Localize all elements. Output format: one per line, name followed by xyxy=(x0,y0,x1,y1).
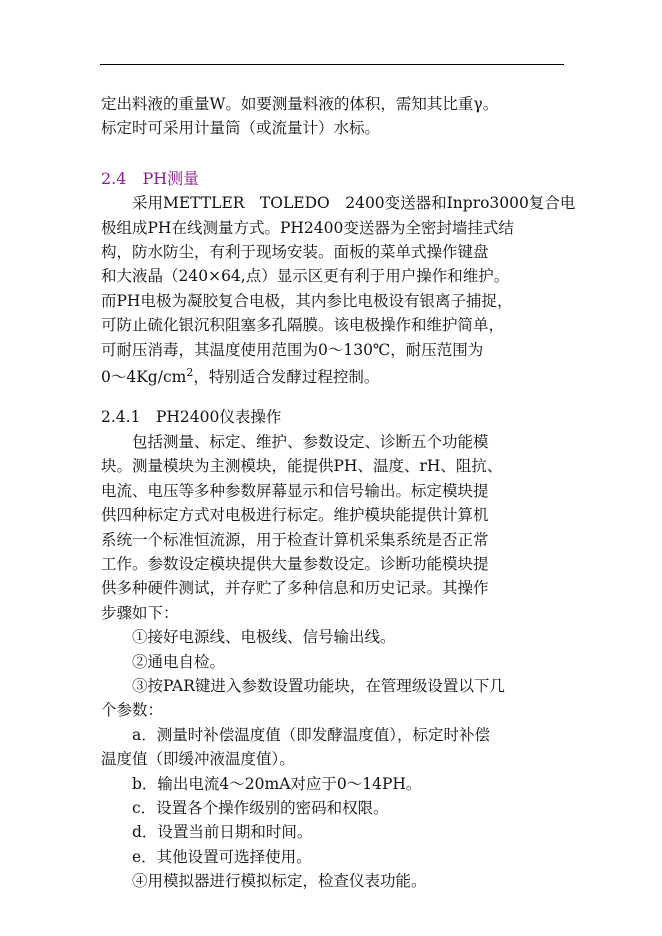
substep-c: c．设置各个操作级别的密码和权限。 xyxy=(132,798,389,817)
step-4: ④用模拟器进行模拟标定，检查仪表功能。 xyxy=(132,872,427,891)
pressure-range-text: 0～4Kg/cm xyxy=(101,368,187,387)
section-2-4-1-line-1: 包括测量、标定、维护、参数设定、诊断五个功能模 xyxy=(132,432,489,451)
header-rule xyxy=(100,64,564,65)
section-2-4-1-line-7: 供多种硬件测试，并存贮了多种信息和历史记录。其操作 xyxy=(101,579,489,598)
substep-a-line-1: a．测量时补偿温度值（即发酵温度值），标定时补偿 xyxy=(132,725,490,744)
section-2-4-1-line-2: 块。测量模块为主测模块，能提供PH、温度、rH、阻抗、 xyxy=(101,457,503,476)
section-2-4-1-line-6: 工作。参数设定模块提供大量参数设定。诊断功能模块提 xyxy=(101,554,489,573)
section-2-4-line-1: 采用METTLER TOLEDO 2400变送器和Inpro3000复合电 xyxy=(132,194,576,213)
step-2: ②通电自检。 xyxy=(132,652,226,671)
section-2-4-1-line-5: 系统一个标准恒流源，用于检查计算机采集系统是否正常 xyxy=(101,530,489,549)
section-title-2-4: 2.4 PH测量 xyxy=(101,168,200,188)
section-2-4-1-line-4: 供四种标定方式对电极进行标定。维护模块能提供计算机 xyxy=(101,506,489,525)
section-2-4-line-6: 可防止硫化银沉积阻塞多孔隔膜。该电极操作和维护简单， xyxy=(101,316,505,335)
section-title-2-4-1: 2.4.1 PH2400仪表操作 xyxy=(101,408,282,427)
section-2-4-line-4: 和大液晶（240×64,点）显示区更有利于用户操作和维护。 xyxy=(101,267,510,286)
spacer xyxy=(101,389,567,405)
substep-d: d．设置当前日期和时间。 xyxy=(132,823,313,842)
section-2-4-line-3: 构，防水防尘，有利于现场安装。面板的菜单式操作键盘 xyxy=(101,243,489,262)
spacer xyxy=(101,141,567,167)
section-2-4-line-5: 而PH电极为凝胶复合电极，其内参比电极设有银离子捕捉， xyxy=(101,291,513,310)
intro-line-2: 标定时可采用计量筒（或流量计）水标。 xyxy=(101,119,381,138)
pressure-range-suffix: ，特别适合发酵过程控制。 xyxy=(193,368,380,387)
step-1: ①接好电源线、电极线、信号输出线。 xyxy=(132,628,396,647)
section-2-4-1-line-3: 电流、电压等多种参数屏幕显示和信号输出。标定模块提 xyxy=(101,481,489,500)
substep-a-line-2: 温度值（即缓冲液温度值）。 xyxy=(101,750,295,769)
section-2-4-line-8 xyxy=(101,365,567,389)
section-2-4-line-7: 可耐压消毒，其温度使用范围为0～130℃，耐压范围为 xyxy=(101,340,484,359)
superscript-2: 2 xyxy=(186,366,194,380)
substep-e: e．其他设置可选择使用。 xyxy=(132,847,312,866)
section-2-4-1-line-8: 步骤如下： xyxy=(101,603,179,622)
page-content xyxy=(101,92,576,894)
step-3-line-2: 个参数： xyxy=(101,701,164,720)
step-3-line-1: ③按PAR键进入参数设置功能块，在管理级设置以下几 xyxy=(132,676,505,695)
intro-line-1: 定出料液的重量W。如要测量料液的体积，需知其比重γ。 xyxy=(101,95,499,113)
substep-b: b．输出电流4～20mA对应于0～14PH。 xyxy=(132,774,422,793)
section-2-4-line-2: 极组成PH在线测量方式。PH2400变送器为全密封墙挂式结 xyxy=(101,218,514,237)
